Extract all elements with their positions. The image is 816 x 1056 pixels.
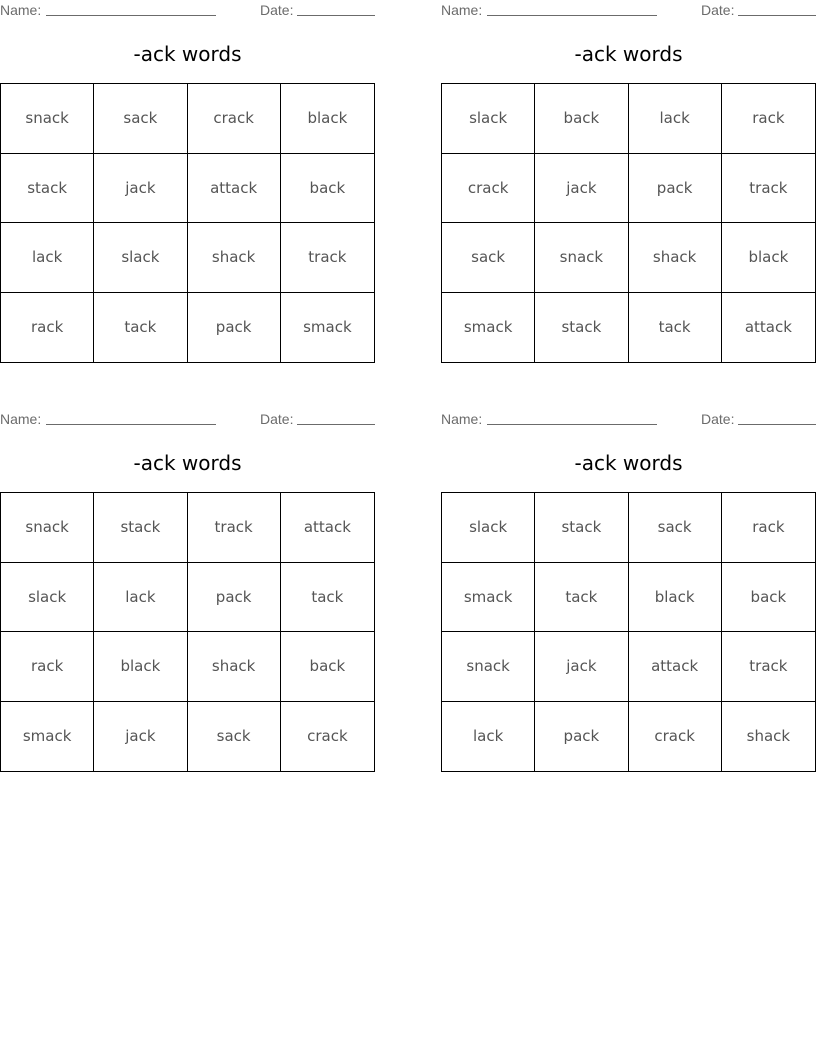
bingo-card [441,409,816,746]
grid-cell: rack [1,293,94,363]
name-label: Name: [0,411,42,427]
grid-cell: snack [442,632,535,702]
name-label: Name: [441,411,483,427]
grid-cell: track [722,632,815,702]
date-blank-line [738,15,816,16]
grid-cell: rack [722,84,815,154]
grid-cell: black [722,223,815,293]
grid-cell: rack [722,493,815,563]
date-label: Date: [701,411,735,427]
grid-cell: smack [442,293,535,363]
grid-cell: stack [535,493,628,563]
grid-cell: crack [188,84,281,154]
grid-cell: shack [629,223,722,293]
grid-cell: snack [535,223,628,293]
grid-cell: track [281,223,374,293]
name-date-row [441,409,816,431]
grid-cell: lack [629,84,722,154]
grid-cell: rack [1,632,94,702]
card-title: -ack words [574,42,683,66]
grid-cell: shack [188,223,281,293]
date-label: Date: [260,2,294,18]
grid-cell: attack [188,154,281,224]
grid-cell: smack [1,702,94,772]
grid-cell: back [281,154,374,224]
grid-cell: track [722,154,815,224]
date-label: Date: [260,411,294,427]
word-grid [441,492,816,772]
bingo-card [441,0,816,337]
grid-cell: pack [629,154,722,224]
grid-cell: black [629,563,722,633]
grid-cell: pack [535,702,628,772]
name-blank-line [46,424,216,425]
name-date-row [0,409,375,431]
grid-cell: back [281,632,374,702]
grid-cell: shack [188,632,281,702]
grid-cell: back [722,563,815,633]
grid-cell: snack [1,84,94,154]
card-title: -ack words [574,451,683,475]
grid-cell: black [94,632,187,702]
card-title: -ack words [133,42,242,66]
grid-cell: sack [442,223,535,293]
name-blank-line [46,15,216,16]
date-blank-line [738,424,816,425]
grid-cell: slack [1,563,94,633]
grid-cell: crack [307,727,348,746]
grid-cell: stack [1,154,94,224]
date-blank-line [297,15,375,16]
grid-cell: tack [535,563,628,633]
grid-cell: snack [1,493,94,563]
grid-cell: crack [629,702,722,772]
word-grid [0,492,375,772]
grid-cell: jack [535,632,628,702]
grid-cell: black [281,84,374,154]
grid-cell: tack [281,563,374,633]
grid-cell: jack [94,154,187,224]
grid-cell: tack [94,293,187,363]
date-label: Date: [701,2,735,18]
grid-cell: track [188,493,281,563]
grid-cell: lack [94,563,187,633]
bingo-card [0,0,375,337]
grid-cell: lack [442,702,535,772]
grid-cell: lack [1,223,94,293]
name-date-row [441,0,816,22]
bingo-card [0,409,375,746]
name-label: Name: [441,2,483,18]
grid-cell: attack [629,632,722,702]
grid-cell: smack [303,318,352,337]
word-grid [441,83,816,363]
grid-cell: tack [629,293,722,363]
grid-cell: sack [94,84,187,154]
grid-cell: slack [442,84,535,154]
name-date-row [0,0,375,22]
word-grid [0,83,375,363]
grid-cell: jack [94,702,187,772]
grid-cell: slack [442,493,535,563]
grid-cell: pack [188,293,281,363]
grid-cell: jack [535,154,628,224]
name-label: Name: [0,2,42,18]
grid-cell: smack [442,563,535,633]
grid-cell: crack [442,154,535,224]
grid-cell: sack [629,493,722,563]
card-title: -ack words [133,451,242,475]
grid-cell: sack [188,702,281,772]
name-blank-line [487,424,657,425]
grid-cell: stack [535,293,628,363]
grid-cell: back [535,84,628,154]
name-blank-line [487,15,657,16]
date-blank-line [297,424,375,425]
grid-cell: attack [281,493,374,563]
grid-cell: shack [746,727,791,746]
grid-cell: stack [94,493,187,563]
grid-cell: attack [744,318,792,337]
grid-cell: slack [94,223,187,293]
grid-cell: pack [188,563,281,633]
